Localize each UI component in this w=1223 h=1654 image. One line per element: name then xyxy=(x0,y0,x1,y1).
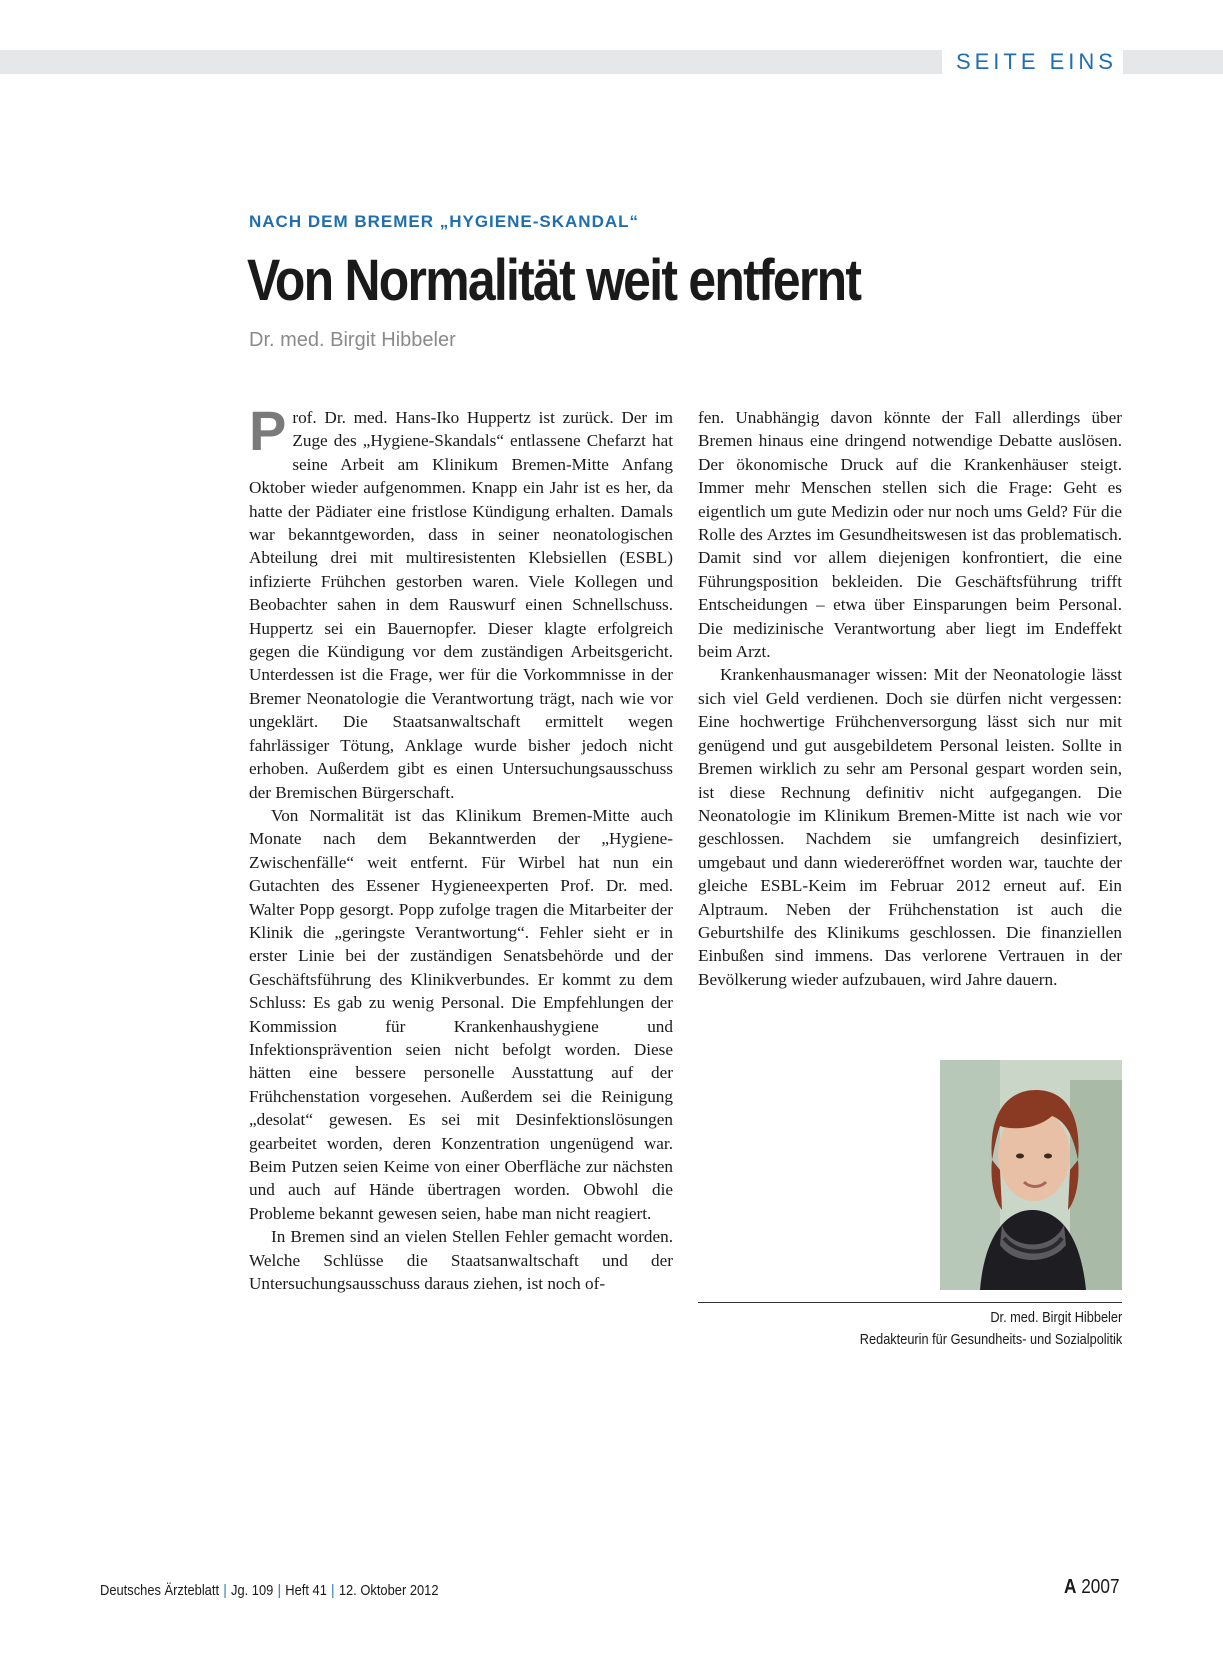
article-byline: Dr. med. Birgit Hibbeler xyxy=(249,329,456,351)
section-label: SEITE EINS xyxy=(942,47,1123,77)
paragraph-1-text: rof. Dr. med. Hans-Iko Huppertz ist zurück. Der im Zuge des „Hygiene-Skandals“ entlassene Chefarzt hat seine Arbeit am Klinikum Bremen-Mitte Anfang Oktober wieder aufgenommen. Knapp ein Jahr ist es her, da hatte der Pädiater eine fristlose Kündigung erhalten. Damals war bekanntgeworden, dass in seiner neonatologischen Abteilung drei mit multiresistenten Klebsiellen (ESBL) infizierte Frühchen gestorben waren. Viele Kollegen und Beobachter sahen in dem Rauswurf einen Schnellschuss. Huppertz sei ein Bauernopfer. Dieser klagte erfolgreich gegen die Kündigung vor dem zuständigen Arbeitsgericht. Unterdessen ist die Frage, wer für die Vorkommnisse in der Bremer Neonatologie die Verantwortung trägt, nach wie vor ungeklärt. Die Staatsanwaltschaft ermittelt wegen fahrlässiger Tötung, Anklage wurde bisher jedoch nicht erhoben. Außerdem gibt es einen Untersuchungsausschuss der Bremischen Bürgerschaft. xyxy=(249,408,673,802)
article-column-right xyxy=(698,406,1122,991)
footer-issue: Heft 41 xyxy=(285,1582,327,1599)
article-headline: Von Normalität weit entfernt xyxy=(247,248,861,313)
author-photo xyxy=(940,1060,1122,1290)
paragraph-2: Von Normalität ist das Klinikum Bremen-Mitte auch Monate nach dem Bekanntwerden der „Hygiene-Zwischenfälle“ weit entfernt. Für Wirbel hat nun ein Gutachten des Essener Hygieneexperten Prof. Dr. med. Walter Popp gesorgt. Popp zufolge tragen die Mitarbeiter der Klinik die „geringste Verantwortung“. Fehler sieht er in erster Linie bei der zuständigen Senatsbehörde und der Geschäftsführung des Klinikverbundes. Er kommt zu dem Schluss: Es gab zu wenig Personal. Die Empfehlungen der Kommission für Krankenhaushygiene und Infektionsprävention seien nicht befolgt worden. Diese hätten eine bessere personelle Ausstattung auf der Frühchenstation vorgesehen. Außerdem sei die Reinigung „desolat“ gewesen. Es sei mit Desinfektionslösungen gearbeitet worden, deren Konzentration ungenügend war. Beim Putzen seien Keime von einer Oberfläche zur nächsten und auch auf Hände übertragen worden. Obwohl die Probleme bekannt gewesen seien, habe man nicht reagiert. xyxy=(249,805,673,1223)
footer-volume: Jg. 109 xyxy=(230,1582,274,1599)
article-kicker: NACH DEM BREMER „HYGIENE-SKANDAL“ xyxy=(249,212,640,231)
page-prefix: A xyxy=(1064,1576,1077,1598)
caption-divider xyxy=(698,1302,1122,1303)
page-number-value: 2007 xyxy=(1081,1576,1120,1598)
footer-publication: Deutsches Ärzteblatt xyxy=(100,1582,220,1599)
author-caption xyxy=(860,1307,1122,1351)
drop-cap: P xyxy=(249,399,287,462)
author-portrait-illustration xyxy=(940,1060,1122,1290)
footer-date: 12. Oktober 2012 xyxy=(338,1582,439,1599)
paragraph-1 xyxy=(249,399,673,804)
author-name: Dr. med. Birgit Hibbeler xyxy=(990,1310,1122,1326)
paragraph-3: In Bremen sind an vielen Stellen Fehler gemacht worden. Welche Schlüsse die Staatsanwaltschaft und der Untersuchungsausschuss daraus ziehen, ist noch of- xyxy=(249,1227,673,1294)
paragraph-5: Krankenhausmanager wissen: Mit der Neonatologie lässt sich viel Geld verdienen. Doch sie dürfen nicht vergessen: Eine hochwertige Frühchenversorgung lässt sich nur mit genügend und gut ausgebildetem Personal leisten. Sollte in Bremen wirklich zu sehr am Personal gespart worden sein, ist diese Rechnung definitiv nicht aufgegangen. Die Neonatologie im Klinikum Bremen-Mitte ist nach wie vor geschlossen. Nachdem sie umfangreich desinfiziert, umgebaut und dann wiedereröffnet worden war, tauchte der gleiche ESBL-Keim im Februar 2012 erneut auf. Ein Alptraum. Neben der Frühchenstation ist auch die Geburtshilfe des Klinikums geschlossen. Die finanziellen Einbußen sind immens. Das verlorene Vertrauen in der Bevölkerung wieder aufzubauen, wird Jahre dauern. xyxy=(698,665,1122,989)
author-role: Redakteurin für Gesundheits- und Sozialpolitik xyxy=(859,1332,1122,1348)
footer-separator: | xyxy=(223,1582,227,1599)
footer-separator: | xyxy=(277,1582,281,1599)
footer-separator: | xyxy=(331,1582,335,1599)
article-column-left xyxy=(249,399,673,1295)
paragraph-4: fen. Unabhängig davon könnte der Fall allerdings über Bremen hinaus eine dringend notwendige Debatte auslösen. Der ökonomische Druck auf die Krankenhäuser steigt. Immer mehr Menschen stellen sich die Frage: Geht es eigentlich um gute Medizin oder nur noch ums Geld? Für die Rolle des Arztes im Gesundheitswesen ist das problematisch. Damit sind vor allem diejenigen konfrontiert, die eine Führungsposition bekleiden. Die Geschäftsführung trifft Entscheidungen – etwa über Einsparungen beim Personal. Die medizinische Verantwortung aber liegt im Endeffekt beim Arzt. xyxy=(698,408,1122,662)
page-number xyxy=(1065,1576,1120,1599)
page-footer xyxy=(100,1582,439,1599)
